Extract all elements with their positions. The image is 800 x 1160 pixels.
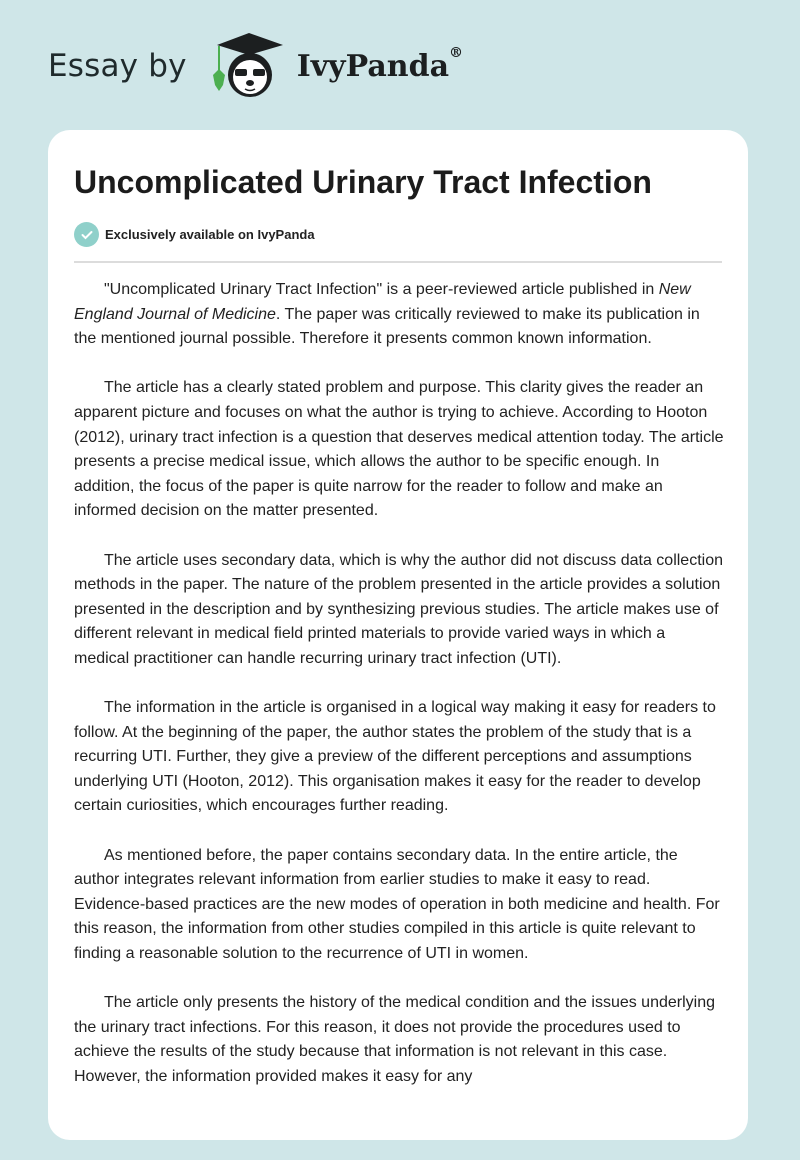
- exclusive-badge: [74, 222, 315, 247]
- paragraph-text: "Uncomplicated Urinary Tract Infection" is a peer-reviewed article published in: [104, 281, 659, 298]
- journal-name: New England Journal of Medicine: [74, 281, 691, 323]
- badge-text: Exclusively available on IvyPanda: [105, 227, 315, 242]
- essay-card: [48, 130, 748, 1140]
- page-title: Uncomplicated Urinary Tract Infection: [74, 164, 652, 200]
- registered-mark: ®: [449, 44, 464, 61]
- essay-by-label: Essay by: [48, 48, 187, 84]
- brand-header: [48, 36, 463, 96]
- paragraph-text: . The paper was critically reviewed to make its publication in the mentioned journal possible. Therefore it presents common known information.: [74, 305, 700, 348]
- paragraph: As mentioned before, the paper contains secondary data. In the entire article, the author integrates relevant information from earlier studies to make it easy to read. Evidence-based practices are the new modes of operation in both medicine and health. For this reason, the information from other studies compiled in this article is quite relevant to finding a reasonable solution to the recurrence of UTI in women.: [74, 846, 720, 963]
- paragraph: The article uses secondary data, which is why the author did not discuss data collection methods in the paper. The nature of the problem presented in the article provides a solution presented in the description and by synthesizing previous studies. The article makes use of different relevant in medical field printed materials to provide varied ways in which a medical practitioner can handle recurring urinary tract infection (UTI).: [74, 551, 723, 667]
- essay-body: [74, 278, 724, 1114]
- ivypanda-logo-icon: [207, 31, 291, 101]
- paragraph: [74, 278, 724, 352]
- paragraph: The information in the article is organised in a logical way making it easy for readers to follow. At the beginning of the paper, the author states the problem of the study that is a recurring UTI. Further, they give a preview of the different perceptions and assumptions underlying UTI (Hooton, 2012). This organisation makes it easy for the reader to develop certain curiosities, which encourages further reading.: [74, 699, 716, 815]
- paragraph: The article only presents the history of the medical condition and the issues underlying the urinary tract infections. For this reason, it does not provide the procedures used to achieve the results of the study because that information is not relevant in this case. However, the information provided makes it easy for any: [74, 994, 716, 1085]
- divider: [74, 261, 722, 263]
- ivypanda-wordmark: [296, 44, 464, 84]
- check-icon: [74, 222, 99, 247]
- paragraph: The article has a clearly stated problem and purpose. This clarity gives the reader an apparent picture and focuses on what the author is trying to achieve. According to Hooton (2012), urinary tract infection is a question that deserves medical attention today. The article presents a precise medical issue, which allows the author to be specific enough. In addition, the focus of the paper is quite narrow for the reader to follow and make an informed decision on the matter presented.: [74, 379, 724, 520]
- brand-name: IvyPanda: [296, 48, 450, 84]
